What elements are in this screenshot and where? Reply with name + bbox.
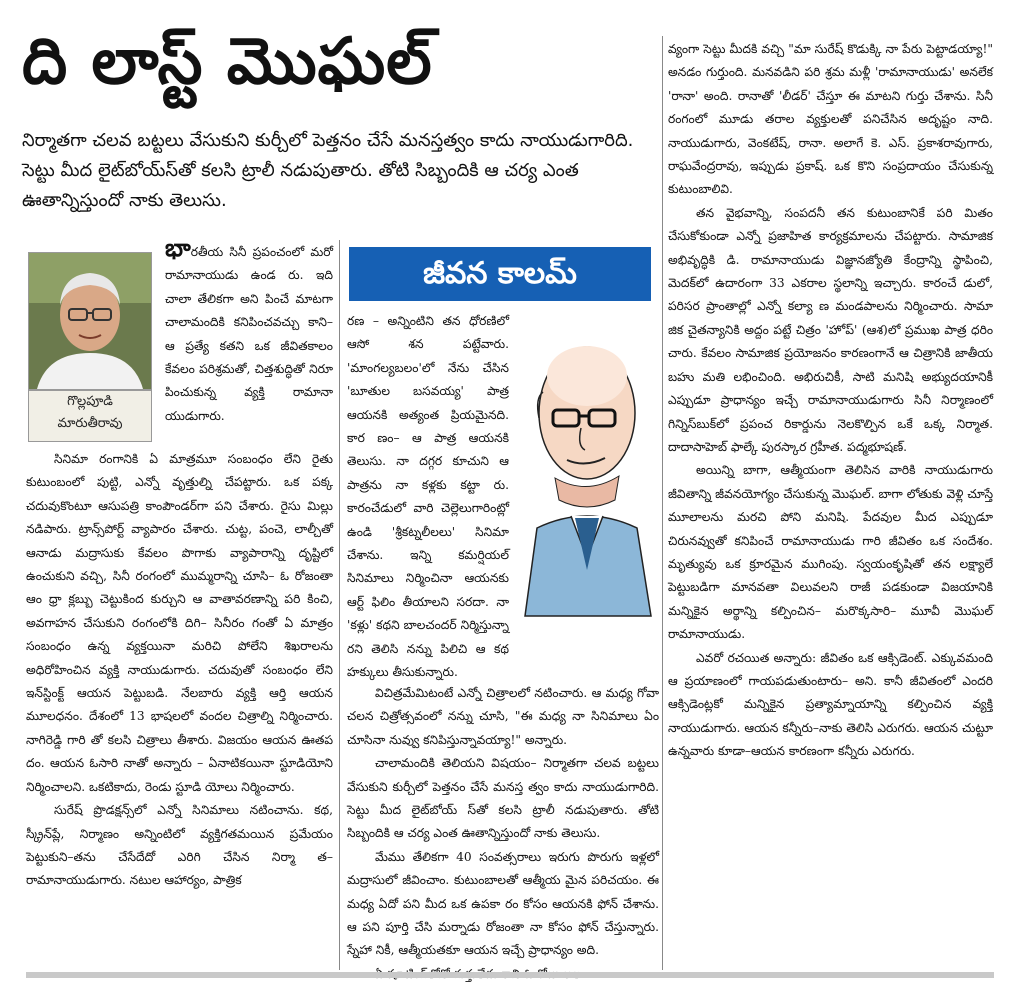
caricature-sketch-icon: [515, 318, 657, 616]
column-3: [668, 38, 993, 972]
col1-paragraph-2: సురేష్ ప్రొడక్షన్స్‌లో ఎన్నో సినిమాలు నటించాను. కథ, స్క్రీన్‌ప్లే, నిర్మాణం అన్నింటిలో వ్యక్తిగతమయిన ప్రమేయం పెట్టుకుని–తను చేసేదేదో ఎరిగి చేసిన నిర్మా త–రామానాయుడుగారు. నటుల ఆహార్యం, పాత్రిక: [26, 803, 333, 888]
author-caption-line2: మారుతీరావు: [57, 416, 123, 431]
dropcap: భా: [165, 233, 191, 262]
col3-paragraph-3: అయిన్ని బాగా, ఆత్మీయంగా తెలిసిన వారికి నాయుడుగారు జీవితాన్ని జీవనయోగ్యం చేసుకున్న మొఘల్. బాగా లోతుకు వెళ్లి చూస్తే మూలాలను మరచి పోని మనిషి. పేదవుల మీద ఎప్పుడూ చిరునవ్వుతో కనిపించే రామానాయుడు గారి జీవితం ఒక సందేశం. మృత్యువు ఒక క్రూరమైన ముగింపు. స్వయంకృషితో తన లక్ష్యాలే పెట్టుబడిగా మానవతా విలువలని రాజీ పడకుండా విజయానికి మన్నికైన అర్థాన్ని కల్పించిన– మరొక్కసారి– మూవీ మొఘల్ రామానాయుడు.: [668, 463, 993, 642]
col2-paragraph-1: విచిత్రమేమిటంటే ఎన్నో చిత్రాలలో నటించారు. ఆ మధ్య గోవా చలన చిత్రోత్సవంలో నన్ను చూసి, "ఈ మధ్య నా సినిమాలు ఏం చూసినా నువ్వు కనిపిస్తున్నావయ్యా!" అన్నారు.: [347, 686, 659, 747]
column-divider: [662, 36, 663, 970]
author-caption: [28, 390, 152, 442]
author-photo: [28, 252, 152, 390]
column-1-intro: [165, 233, 333, 452]
col3-paragraph-1: వ్యంగా సెట్టు మీదకి వచ్చి "మా సురేష్ కొడుక్కి నా పేరు పెట్టాడయ్యా!" అనడం గుర్తుంది. మనవడిని పరి శ్రమ మళ్లీ 'రామానాయుడు' అనలేక 'రానా' అంది. రానాతో 'లీడర్' చేస్తూ ఈ మాటని గుర్తు చేశాను. సినీ రంగంలో మూడు తరాల వ్యక్తులతో పనిచేసిన అదృష్టం నాది. నాయుడుగారు, వెంకటేష్, రానా. అలాగే కె. ఎస్. ప్రకాశరావుగారు, రాఘవేంద్రరావు, ఇప్పుడు ప్రకాష్. ఒక కొని సంప్రదాయం చేసుకున్న కుటుంబాలివి.: [668, 42, 993, 197]
col2-paragraph-2: చాలామందికి తెలియని విషయం– నిర్మాతగా చలవ బట్టలు వేసుకుని కుర్చీలో పెత్తనం చేసే మనస్త త్వం కాదు నాయుడుగారిది. సెట్టు మీద లైట్‌బోయ్ స్‌తో కలసి ట్రాలీ నడుపుతారు. తోటి సిబ్బందికి ఆ చర్య ఎంత ఊతాన్నిస్తుందో నాకు తెలుసు.: [347, 756, 659, 841]
col2-paragraph-3: మేము తేలికగా 40 సంవత్సరాలు ఇరుగు పొరుగు ఇళ్లలో మద్రాసులో జీవించాం. కుటుంబాలతో ఆత్మీయ మైన పరిచయం. ఈ మధ్య ఏదో పని మీద ఒక ఉపకా రం కోసం ఆయనకి ఫోన్ చేశాను. ఆ పని పూర్తి చేసి మర్నాడు రోజంతా నా కోసం ఫోన్ చేస్తున్నారు. స్నేహా నికీ, ఆత్మీయతకూ ఆయన ఇచ్చే ప్రాధాన్యం అది.: [347, 849, 659, 958]
col3-paragraph-2: తన వైభవాన్ని, సంపదనీ తన కుటుంబానికే పరి మితం చేసుకోకుండా ఎన్నో ప్రజాహిత కార్యక్రమాలను చేపట్టారు. సామాజిక అభివృద్ధికి డి. రామానాయుడు విజ్ఞానజ్యోతి కేంద్రాన్ని స్థాపించి, మెదక్‌లో ఉదారంగా 33 ఎకరాల స్థలాన్ని ఇచ్చారు. కారంచే డులో, పరిసర ప్రాంతాల్లో ఎన్నో కల్యా ణ మండపాలను నిర్మించారు. సామా జిక చైతన్యానికి అద్దం పట్టే చిత్రం 'హోప్' (ఆశ)లో ప్రముఖ పాత్ర ధరిం చారు. కేవలం సామాజిక ప్రయోజనం కారణంగానే ఆ చిత్రానికి జాతీయ బహు మతి లభించింది. అభిరుచికీ, సాటి మనిషి అభ్యుదయానికీ ఎప్పుడూ ప్రాధాన్యం ఇచ్చే రామానాయుడుగారు సినీ నిర్మాణంలో గిన్నిస్‌బుక్‌లో ప్రపంచ రికార్డును నెలకొల్పిన ఒకే ఒక్క నిర్మాత. దాదాసాహెబ్ ఫాల్కే పురస్కార గ్రహీత. పద్మభూషణ్.: [668, 205, 993, 454]
intro-paragraph: [165, 233, 333, 428]
col3-paragraph-4: ఎవరో రచయిత అన్నారు: జీవితం ఒక ఆక్సిడెంట్. ఎక్కువమంది ఆ ప్రయాణంలో గాయపడుతుంటారు– అని. కానీ జీవితంలో ఎందరి ఆక్సిడెంట్లకో మన్నికైన ప్రత్యామ్నాయాన్ని కల్పించిన వ్యక్తి నాయుడుగారు. ఆయన కన్నీరు–నాకు తెలిసి ఎరుగరు. ఆయన చుట్టూ ఉన్నవారు కూడా–ఆయన కారణంగా కన్నీరు ఎరుగరు.: [668, 650, 993, 759]
column-divider: [339, 240, 340, 970]
column-banner: జీవన కాలమ్: [349, 247, 651, 301]
column-1: [26, 448, 333, 970]
col1-paragraph-1: సినిమా రంగానికి ఏ మాత్రమూ సంబంధం లేని రైతు కుటుంబంలో పుట్టి, ఎన్నో వృత్తుల్ని చేపట్టారు. ఒక పక్క చదువుకొంటూ ఆసుపత్రి కాంపౌండర్‌గా పని చేశారు. రైసు మిల్లు నడిపారు. ట్రాన్స్‌పోర్ట్ వ్యాపారం చేశారు. చుట్ట, పంచె, లాల్చీతో ఆనాడు మద్రాసుకు కేవలం పొగాకు వ్యాపారాన్ని దృష్టిలో ఉంచుకుని వచ్చి, సినీ రంగంలో ముమ్మరాన్ని చూసి– ఓ రోజంతా ఆం ధ్రా క్లబ్బు చెట్టుకింద కుర్చుని ఆ వాతావరణాన్ని పరి కించి, అవగాహన చేసుకుని రంగంలోకి దిగి– సినీరం గంతో ఏ మాత్రం సంబంధం ఉన్న వ్యక్తయినా మరిచి పోలేని శిఖరాలను అధిరోహించిన వ్యక్తి నాయుడుగారు. చదువుతో సంబంధం లేని ఇన్‌స్టింక్ట్ ఆయన పెట్టుబడి. నేలబారు వ్యక్తి ఆర్తి ఆయన మూలధనం. దేశంలో 13 భాషలలో వందల చిత్రాల్ని నిర్మించారు. నాగిరెడ్డి గారి తో కలసి చిత్రాలు తీశారు. విజయం ఆయన ఊతప దం. ఆయన ఓసారి నాతో అన్నారు – ఏనాటికయినా స్టూడియోని నిర్మించాలని. ఒకటికాదు, రెండు స్టూడి యోలు నిర్మించారు.: [26, 452, 333, 794]
article-deck: నిర్మాతగా చలవ బట్టలు వేసుకుని కుర్చీలో పెత్తనం చేసే మనస్తత్వం కాదు నాయుడుగారిది. సెట్టు మీద లైట్‌బోయ్‌స్‌తో కలసి ట్రాలీ నడుపుతారు. తోటి సిబ్బందికి ఆ చర్య ఎంత ఊతాన్నిస్తుందో నాకు తెలుసు.: [22, 130, 634, 211]
bottom-rule: [26, 972, 994, 978]
column-2-intro: [347, 310, 509, 690]
column-2: [347, 682, 659, 972]
col2-intro-paragraph: రణ – అన్నింటిని తన ధోరణిలో ఆసో శన పట్టేవారు. 'మాంగల్యబలం'లో నేను చేసిన 'బూతుల బసవయ్య' పాత్ర ఆయనకి అత్యంత ప్రియమైనది. కార ణం– ఆ పాత్ర ఆయనకి తెలుసు. నా దగ్గర కూచుని ఆ పాత్రను నా కళ్లకు కట్టా రు. కారంచేడులో వారి చెల్లెలుగారింట్లో ఉండి 'శ్రీకట్నలీలలు' సినిమా చేశాను. ఇన్ని కమర్షియల్ సినిమాలు నిర్మించినా ఆయనకు ఆర్ట్ ఫిలిం తీయాలని సరదా. నా 'కళ్లు' కథని బాలచందర్ నిర్మిస్తున్నా రని తెలిసి నన్ను పిలిచి ఆ కథ హక్కులు తీసుకున్నారు.: [347, 314, 509, 680]
author-portrait-icon: [29, 253, 151, 389]
author-caption-line1: గొల్లపూడి: [67, 394, 113, 409]
intro-text: రతీయ సినీ ప్రపంచంలో మరో రామానాయుడు ఉండ రు. ఇది చాలా తేలికగా అని పించే మాటగా చాలామందికి కనిపించవచ్చు కాని– ఆ ప్రత్యే కతని ఒక జీవితకాలం కేవలం పరిశ్రమతో, చిత్తశుద్ధితో నిరూ పించుకున్న వ్యక్తి రామానా యుడుగారు.: [165, 245, 333, 423]
article-headline: ది లాస్ట్ మొఘల్: [22, 25, 433, 99]
